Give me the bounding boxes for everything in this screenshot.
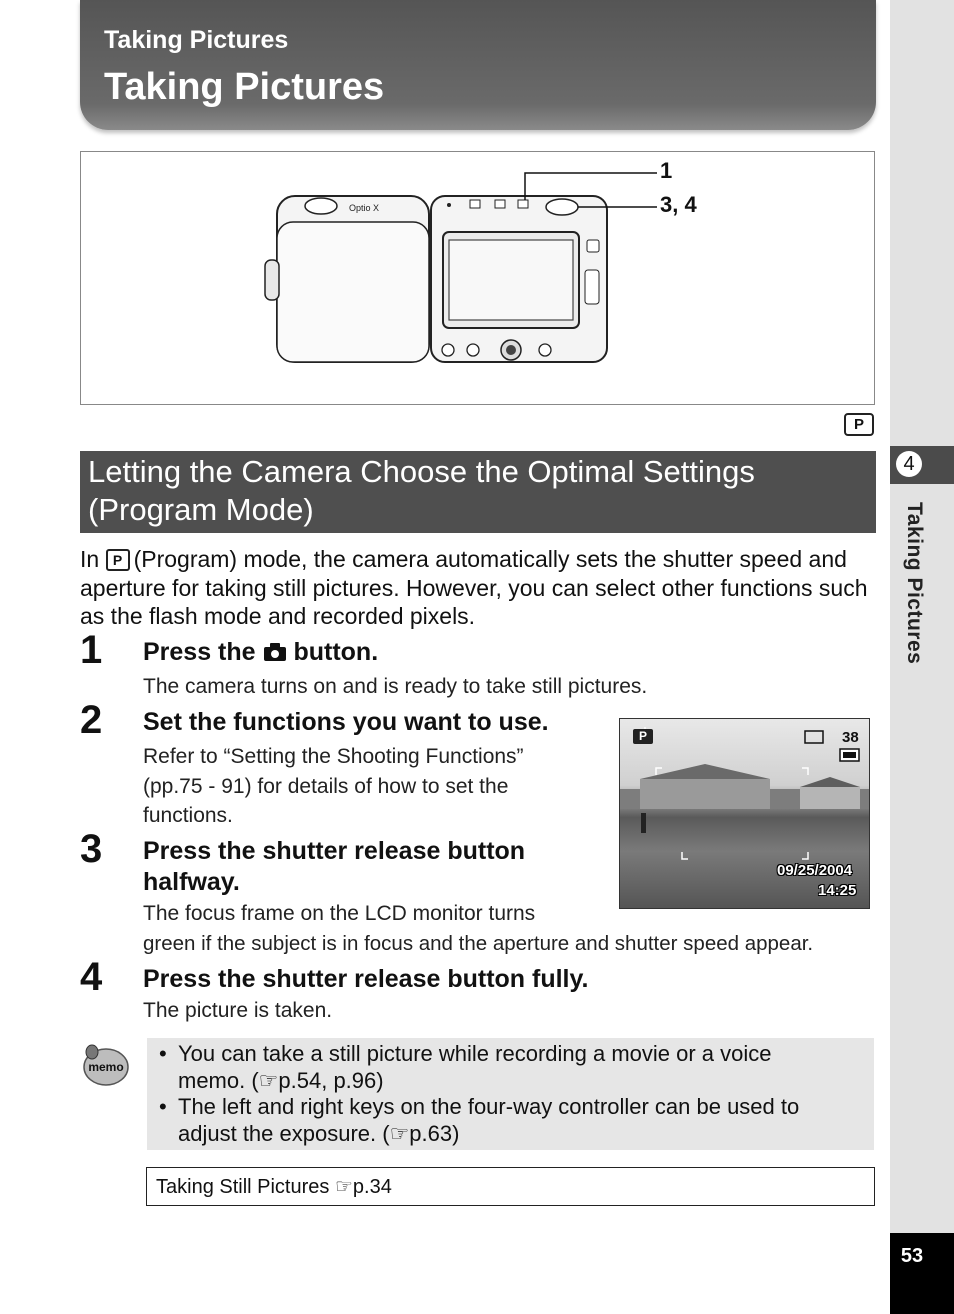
page-title: Taking Pictures <box>104 66 385 108</box>
step-body-4 <box>143 996 332 1026</box>
camera-brand: Optio X <box>349 203 380 213</box>
step-1-body-line: The camera turns on and is ready to take still pictures. <box>143 675 648 698</box>
bullet: • <box>159 1041 167 1066</box>
callout-1: 1 <box>660 158 673 183</box>
chapter-number: 4 <box>896 451 922 477</box>
memo-box <box>147 1038 874 1150</box>
step-body-2 <box>143 742 524 831</box>
lcd-date: 09/25/2004 <box>777 862 853 879</box>
callout-3-4: 3, 4 <box>660 192 697 217</box>
step-1-title-before: Press the <box>143 638 256 666</box>
step-title-3 <box>143 836 525 898</box>
step-2-body-line: functions. <box>143 804 233 827</box>
memo-item-text <box>178 1040 868 1094</box>
step-3-body-line: green if the subject is in focus and the aperture and shutter speed appear. <box>143 931 814 955</box>
step-3-body-line: The focus frame on the LCD monitor turns <box>143 902 536 925</box>
lcd-mode-icon: P <box>633 729 653 744</box>
memo-item-text <box>178 1093 868 1147</box>
step-number-1: 1 <box>80 628 103 672</box>
lcd-scene <box>620 719 869 908</box>
step-number-3: 3 <box>80 827 103 871</box>
lcd-shots-remaining: 38 <box>842 729 859 746</box>
step-number-4: 4 <box>80 955 103 999</box>
step-2-body-line: Refer to “Setting the Shooting Functions” <box>143 745 524 768</box>
memo-line: memo. (☞p.54, p.96) <box>178 1068 384 1093</box>
header-banner <box>80 0 876 130</box>
lcd-monitor-screenshot <box>619 718 870 909</box>
camera-icon <box>263 642 287 662</box>
memo-line: adjust the exposure. (☞p.63) <box>178 1121 460 1146</box>
memo-line: You can take a still picture while recording a movie or a voice <box>178 1041 772 1066</box>
intro-text: (Program) mode, the camera automatically sets the shutter speed and aperture for taking still pictures. However, you can select other functions such as the flash mode and recorded pixels. <box>80 546 868 629</box>
memo-icon <box>80 1042 130 1088</box>
step-1-title-after: button. <box>293 638 379 666</box>
memo-line: The left and right keys on the four-way controller can be used to <box>178 1094 800 1119</box>
step-number-2: 2 <box>80 698 103 742</box>
reference-box <box>146 1167 875 1206</box>
section-title: Letting the Camera Choose the Optimal Settings (Program Mode) <box>88 454 755 527</box>
reference-link[interactable]: Taking Still Pictures ☞p.34 <box>156 1176 392 1198</box>
step-3-title-line: halfway. <box>143 868 240 896</box>
camera-figure <box>80 151 875 405</box>
step-body-1 <box>143 672 647 702</box>
intro-paragraph <box>80 545 880 631</box>
step-title-1 <box>143 637 378 668</box>
step-2-body-line: (pp.75 - 91) for details of how to set the <box>143 774 509 798</box>
step-title-2: Set the functions you want to use. <box>143 708 549 736</box>
step-title-4: Press the shutter release button fully. <box>143 965 589 993</box>
intro-before: In <box>80 546 100 572</box>
program-mode-icon: P <box>844 413 874 436</box>
chapter-label: Taking Pictures <box>903 502 926 665</box>
header-subtitle: Taking Pictures <box>104 26 289 54</box>
page-number: 53 <box>900 1245 924 1267</box>
lcd-time: 14:25 <box>818 882 857 899</box>
step-4-body-line: The picture is taken. <box>143 999 333 1022</box>
step-3-title-line: Press the shutter release button <box>143 837 526 865</box>
memo-icon-label: memo <box>88 1060 124 1074</box>
bullet: • <box>159 1094 167 1119</box>
camera-illustration <box>81 152 874 404</box>
program-mode-inline-icon: P <box>106 549 130 571</box>
chapter-marker <box>890 446 954 484</box>
page-number-box <box>890 1233 954 1314</box>
section-header <box>80 451 876 533</box>
